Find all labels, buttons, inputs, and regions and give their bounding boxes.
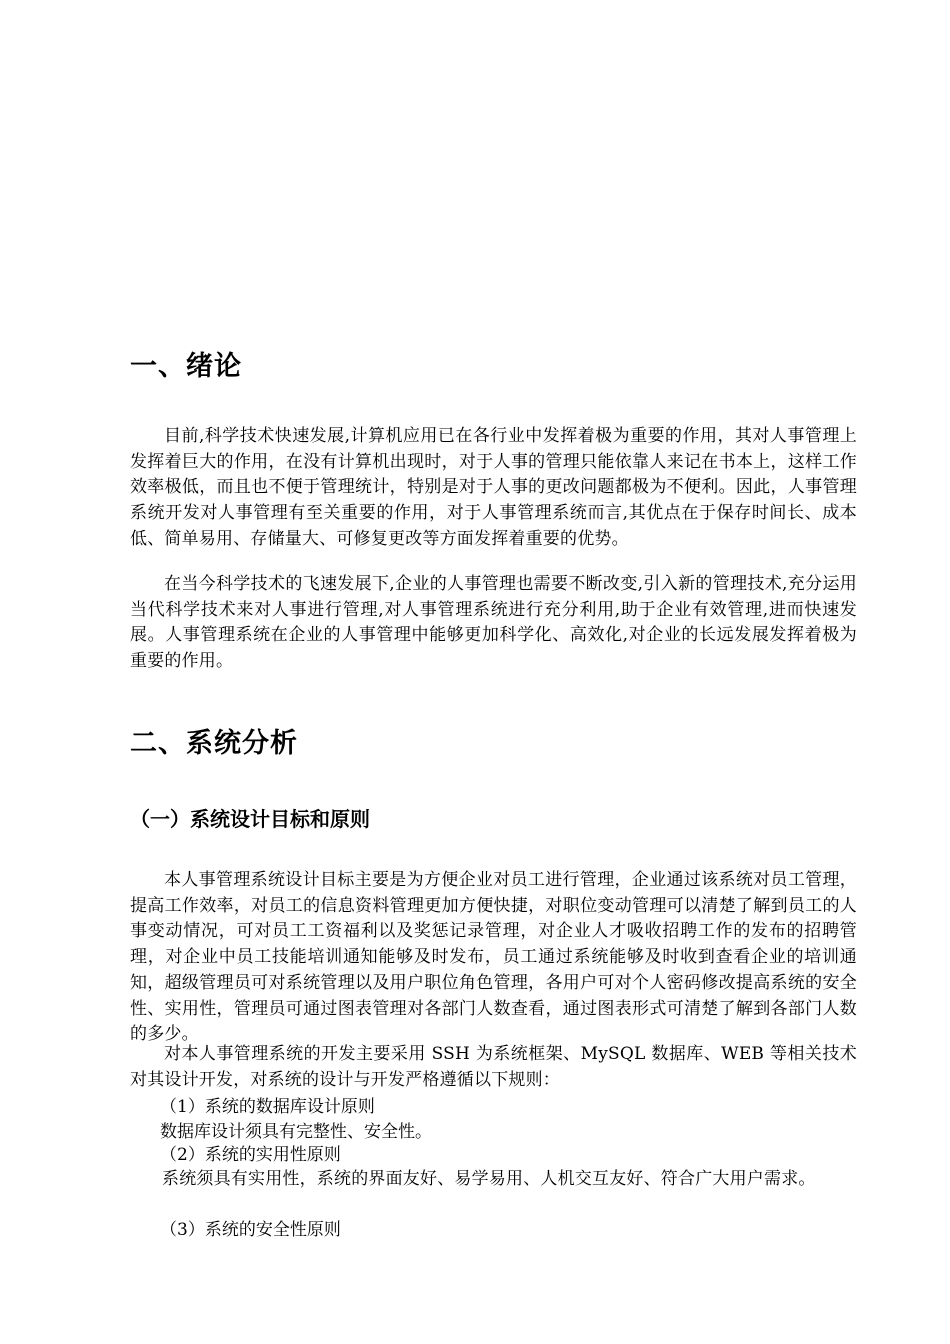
section-heading: 一、绪论 bbox=[130, 351, 242, 382]
principle-label: （2）系统的实用性原则 bbox=[160, 1145, 341, 1165]
subsection-heading: （一）系统设计目标和原则 bbox=[130, 807, 370, 831]
principle-label: （1）系统的数据库设计原则 bbox=[160, 1097, 375, 1117]
body-paragraph: 目前,科学技术快速发展,计算机应用已在各行业中发挥着极为重要的作用，其对人事管理上发挥着巨大的作用，在没有计算机出现时，对于人事的管理只能依靠人来记在书本上，这样工作效率极低，而且也不便于管理统计，特别是对于人事的更改问题都极为不便利。因此，人事管理系统开发对人事管理有至关重要的作用，对于人事管理系统而言,其优点在于保存时间长、成本低、简单易用、存储量大、可修复更改等方面发挥着重要的优势。 bbox=[130, 426, 857, 549]
body-paragraph: 对本人事管理系统的开发主要采用 SSH 为系统框架、MySQL 数据库、WEB 等相关技术对其设计开发，对系统的设计与开发严格遵循以下规则： bbox=[130, 1044, 857, 1090]
body-paragraph: 在当今科学技术的飞速发展下,企业的人事管理也需要不断改变,引入新的管理技术,充分运用当代科学技术来对人事进行管理,对人事管理系统进行充分利用,助于企业有效管理,进而快速发展。人事管理系统在企业的人事管理中能够更加科学化、高效化,对企业的长远发展发挥着极为重要的作用。 bbox=[130, 574, 857, 672]
body-paragraph: 本人事管理系统设计目标主要是为方便企业对员工进行管理，企业通过该系统对员工管理，提高工作效率，对员工的信息资料管理更加方便快捷，对职位变动管理可以清楚了解到员工的人事变动情况，可对员工工资福利以及奖惩记录管理，对企业人才吸收招聘工作的发布的招聘管理，对企业中员工技能培训通知能够及时发布，员工通过系统能够及时收到查看企业的培训通知，超级管理员可对系统管理以及用户职位角色管理，各用户可对个人密码修改提高系统的安全性、实用性，管理员可通过图表管理对各部门人数查看，通过图表形式可清楚了解到各部门人数的多少。 bbox=[130, 870, 857, 1045]
principle-text: 数据库设计须具有完整性、安全性。 bbox=[160, 1122, 432, 1142]
section-heading: 二、系统分析 bbox=[130, 728, 298, 759]
principle-text: 系统须具有实用性，系统的界面友好、易学易用、人机交互友好、符合广大用户需求。 bbox=[162, 1169, 816, 1189]
principle-label: （3）系统的安全性原则 bbox=[160, 1220, 341, 1240]
